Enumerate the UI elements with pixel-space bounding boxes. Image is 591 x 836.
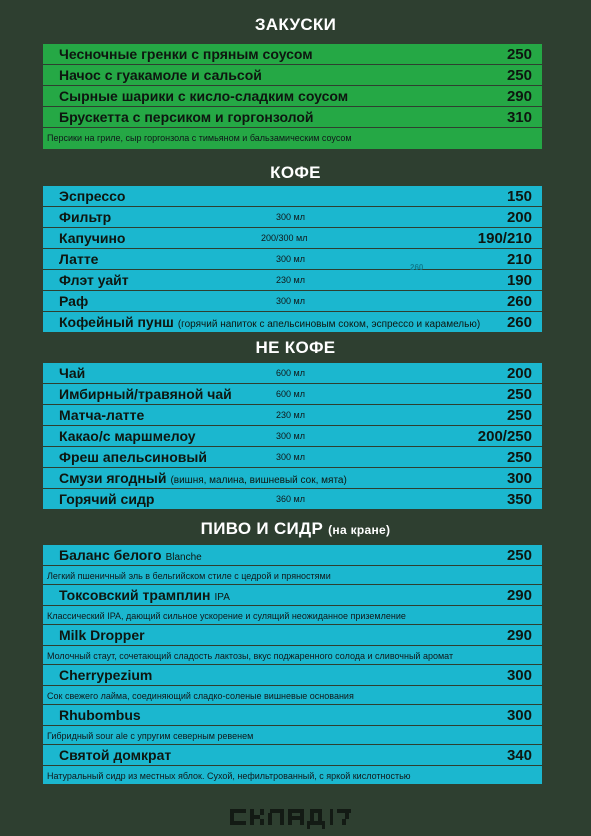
item-title: Кофейный пунш — [59, 314, 174, 330]
item-price: 300 — [506, 667, 532, 684]
menu-item[interactable] — [43, 665, 542, 686]
item-volume: 600 мл — [276, 368, 305, 378]
item-volume: 300 мл — [276, 212, 305, 222]
menu-item[interactable] — [43, 44, 542, 65]
item-description-row — [43, 766, 542, 785]
menu-item[interactable] — [43, 489, 542, 510]
item-description: Натуральный сидр из местных яблок. Сухой, нефильтрованный, с яркой кислотностью — [47, 771, 411, 781]
menu-item[interactable] — [43, 705, 542, 726]
menu-item[interactable] — [43, 65, 542, 86]
item-price: 200 — [506, 365, 532, 382]
item-name: Раф — [59, 293, 89, 309]
item-name — [59, 470, 347, 486]
item-price: 190/210 — [477, 230, 532, 247]
item-description: Легкий пшеничный эль в бельгийском стиле с цедрой и пряностями — [47, 571, 331, 581]
menu-item[interactable] — [43, 270, 542, 291]
item-price: 260 — [506, 293, 532, 310]
menu-item[interactable] — [43, 228, 542, 249]
item-name: Флэт уайт — [59, 272, 129, 288]
menu-item[interactable] — [43, 249, 542, 270]
section-title-coffee: КОФЕ — [270, 163, 321, 182]
coffee-list — [43, 186, 542, 333]
section-title-beer — [0, 519, 591, 539]
item-price: 340 — [506, 747, 532, 764]
item-price: 200 — [506, 209, 532, 226]
item-price: 290 — [506, 88, 532, 105]
item-volume: 300 мл — [276, 431, 305, 441]
section-title-note: (на кране) — [328, 523, 391, 537]
item-name: Сырные шарики с кисло-сладким соусом — [59, 88, 349, 104]
item-name — [59, 314, 480, 330]
item-description: Молочный стаут, сочетающий сладость лактозы, вкус поджаренного солода и сливочный аромат — [47, 651, 454, 661]
item-name: Фильтр — [59, 209, 112, 225]
noncoffee-list — [43, 363, 542, 510]
item-name — [59, 627, 145, 643]
item-price: 260 — [506, 314, 532, 331]
logo-graphic — [228, 803, 358, 831]
item-name: Горячий сидр — [59, 491, 155, 507]
item-name: Матча-латте — [59, 407, 145, 423]
item-price: 210 — [506, 251, 532, 268]
menu-item[interactable] — [43, 585, 542, 606]
menu-item[interactable] — [43, 625, 542, 646]
item-price: 250 — [506, 449, 532, 466]
item-name: Какао/с маршмелоу — [59, 428, 196, 444]
item-price: 200/250 — [477, 428, 532, 445]
item-name — [59, 667, 152, 683]
item-title: Cherrypezium — [59, 667, 153, 683]
menu-item[interactable] — [43, 426, 542, 447]
menu-item[interactable] — [43, 186, 542, 207]
item-price: 250 — [506, 547, 532, 564]
brand-logo — [228, 803, 358, 831]
menu-item[interactable] — [43, 545, 542, 566]
item-volume: 360 мл — [276, 494, 305, 504]
menu-item[interactable] — [43, 207, 542, 228]
item-price: 350 — [506, 491, 532, 508]
menu-item[interactable] — [43, 86, 542, 107]
item-name: Чай — [59, 365, 86, 381]
item-volume: 300 мл — [276, 296, 305, 306]
menu-item[interactable] — [43, 384, 542, 405]
item-extra: (вишня, малина, вишневый сок, мята) — [170, 475, 347, 486]
item-title: Rhubombus — [59, 707, 141, 723]
item-price: 190 — [506, 272, 532, 289]
item-style: Blanche — [165, 552, 202, 563]
item-price: 250 — [506, 46, 532, 63]
item-description: Сок свежего лайма, соединяющий сладко-соленые вишневые основания — [47, 691, 354, 701]
item-title: Milk Dropper — [59, 627, 145, 643]
menu-item[interactable] — [43, 468, 542, 489]
item-price: 300 — [506, 707, 532, 724]
item-name: Начос с гуакамоле и сальсой — [59, 67, 262, 83]
item-name — [59, 587, 230, 603]
item-description-row — [43, 566, 542, 585]
item-title: Смузи ягодный — [59, 470, 167, 486]
item-title: Святой домкрат — [59, 747, 172, 763]
faded-price-text: 260 — [410, 263, 424, 272]
item-name: Чесночные гренки с пряным соусом — [59, 46, 313, 62]
item-price: 150 — [506, 188, 532, 205]
item-description: Персики на гриле, сыр горгонзола с тимьяном и бальзамическим соусом — [47, 133, 352, 143]
item-name: Капучино — [59, 230, 126, 246]
section-title-noncoffee: НЕ КОФЕ — [255, 338, 336, 357]
item-name: Брускетта с персиком и горгонзолой — [59, 109, 314, 125]
menu-item[interactable] — [43, 745, 542, 766]
item-name — [59, 547, 202, 563]
item-description-row — [43, 128, 542, 150]
item-style: IPA — [214, 592, 230, 603]
section-title-zakuski: ЗАКУСКИ — [254, 15, 337, 34]
item-volume: 600 мл — [276, 389, 305, 399]
item-title: Токсовский трамплин — [59, 587, 211, 603]
item-name — [59, 747, 171, 763]
item-volume: 300 мл — [276, 254, 305, 264]
item-name: Имбирный/травяной чай — [59, 386, 232, 402]
item-description-row — [43, 726, 542, 745]
item-description-row — [43, 646, 542, 665]
menu-item[interactable] — [43, 291, 542, 312]
item-description: Классический IPA, дающий сильное ускорение и сулящий неожиданное приземление — [47, 611, 406, 621]
item-volume: 300 мл — [276, 452, 305, 462]
menu-item[interactable] — [43, 312, 542, 333]
item-volume: 230 мл — [276, 410, 305, 420]
menu-item[interactable] — [43, 107, 542, 128]
item-price: 250 — [506, 407, 532, 424]
item-name — [59, 707, 141, 723]
item-volume: 230 мл — [276, 275, 305, 285]
item-volume: 200/300 мл — [261, 233, 308, 243]
item-description-row — [43, 686, 542, 705]
item-description-row — [43, 606, 542, 625]
item-price: 290 — [506, 627, 532, 644]
menu-item[interactable] — [43, 405, 542, 426]
item-title: Баланс белого — [59, 547, 162, 563]
zakuski-list — [43, 44, 542, 150]
menu-item[interactable] — [43, 363, 542, 384]
beer-list — [43, 545, 542, 785]
item-price: 250 — [506, 386, 532, 403]
item-price: 300 — [506, 470, 532, 487]
item-price: 250 — [506, 67, 532, 84]
item-description: Гибридный sour ale с упругим северным ревенем — [47, 731, 254, 741]
item-price: 290 — [506, 587, 532, 604]
item-extra: (горячий напиток с апельсиновым соком, эспрессо и карамелью) — [177, 319, 481, 330]
item-name: Эспрессо — [59, 188, 126, 204]
section-title-text: ПИВО И СИДР — [200, 519, 324, 538]
menu-item[interactable] — [43, 447, 542, 468]
item-name: Латте — [59, 251, 99, 267]
item-price: 310 — [506, 109, 532, 126]
item-name: Фреш апельсиновый — [59, 449, 207, 465]
